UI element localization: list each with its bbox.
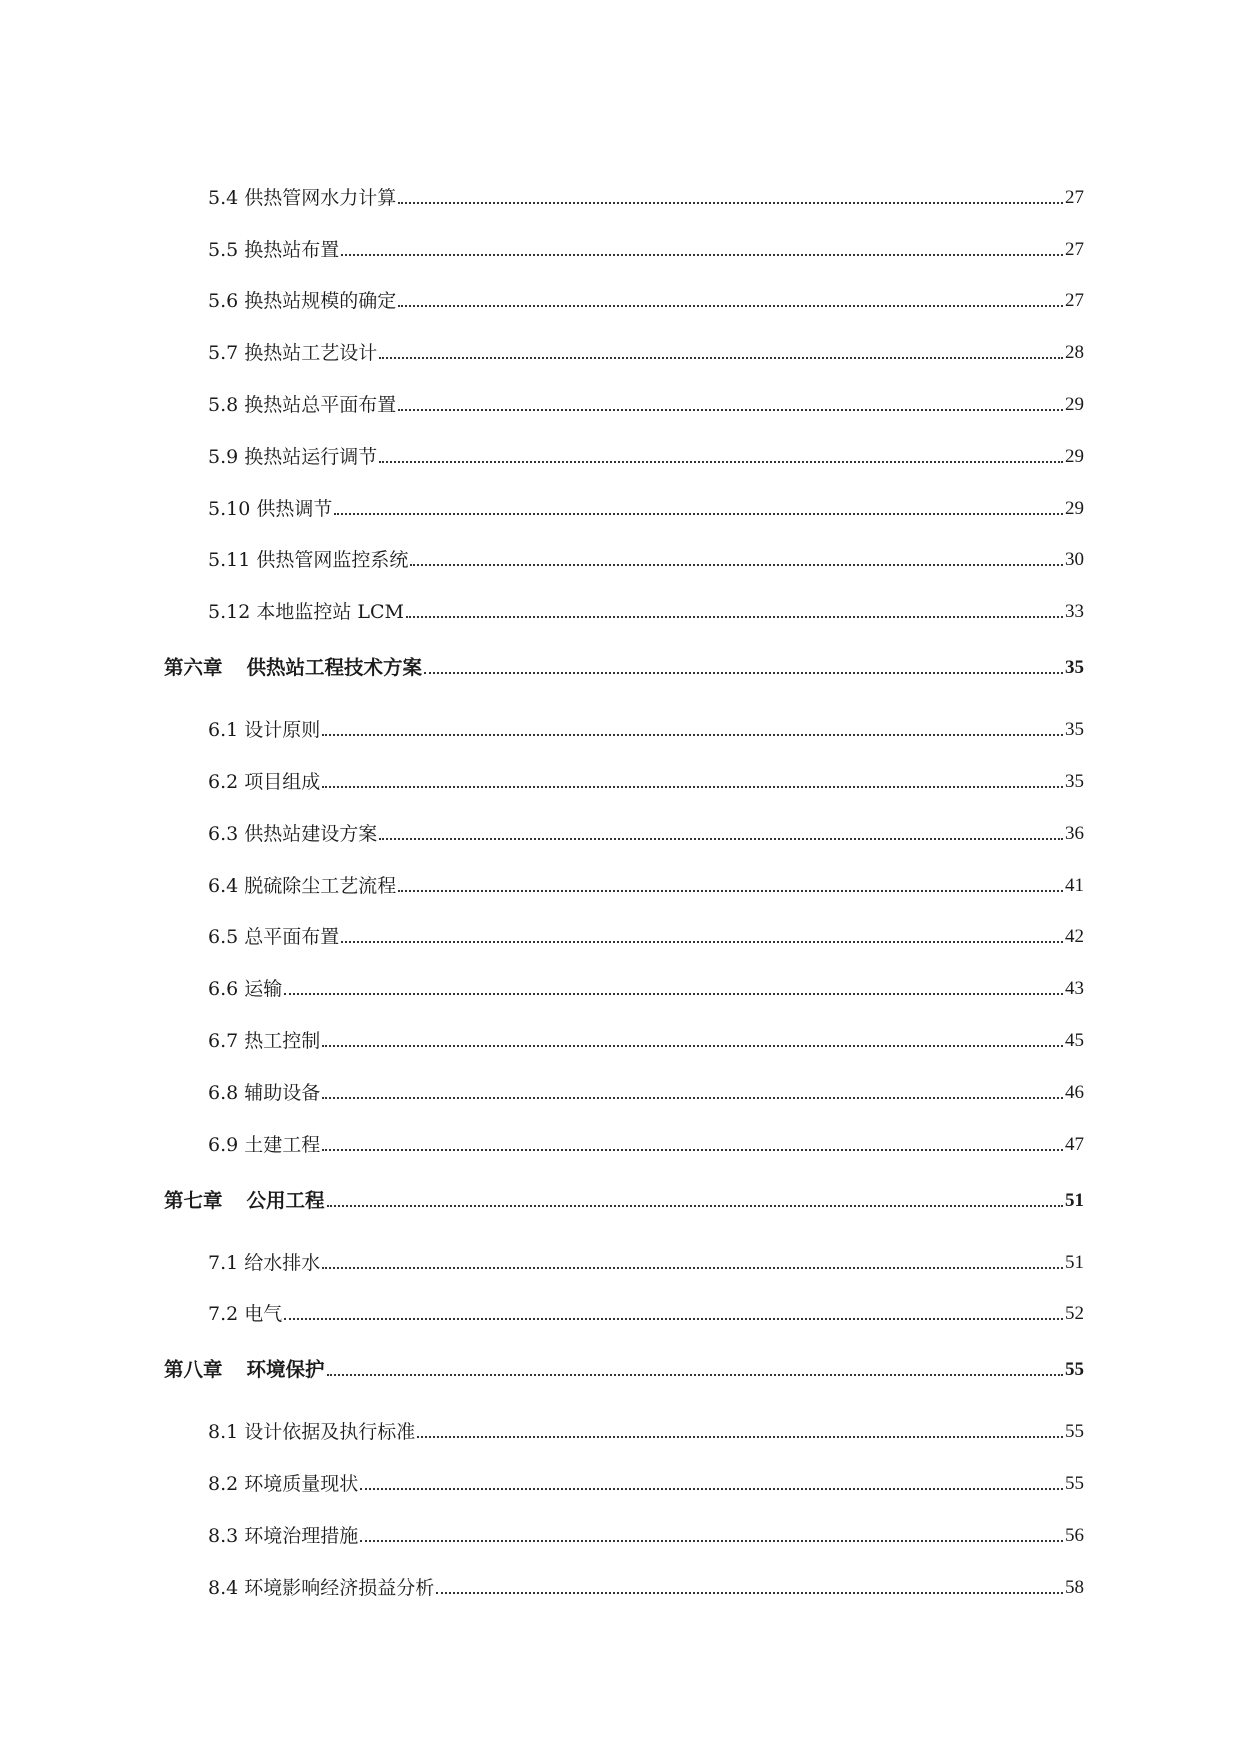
- toc-entry-page: 55: [1065, 1473, 1084, 1495]
- toc-entry-label: 5.11 供热管网监控系统: [208, 549, 409, 572]
- dot-leader: [322, 1097, 1063, 1099]
- toc-entry-7-1[interactable]: [186, 1213, 1084, 1275]
- dot-leader: [398, 409, 1063, 411]
- toc-entry-page: 27: [1065, 186, 1084, 208]
- toc-entry-page: 47: [1065, 1133, 1084, 1155]
- toc-entry-5-8[interactable]: [186, 365, 1084, 417]
- dot-leader: [341, 254, 1063, 256]
- toc-entry-6-9[interactable]: [186, 1105, 1084, 1157]
- toc-entry-8-3[interactable]: [186, 1496, 1084, 1548]
- dot-leader: [360, 1540, 1063, 1542]
- toc-entry-page: 35: [1065, 719, 1084, 741]
- toc-entry-page: 30: [1065, 549, 1084, 571]
- dot-leader: [284, 1318, 1063, 1320]
- toc-entry-5-4[interactable]: [186, 158, 1084, 210]
- toc-entry-label: 7.1 给水排水: [208, 1251, 321, 1274]
- toc-entry-label: 6.5 总平面布置: [208, 926, 340, 949]
- toc-entry-page: 29: [1065, 445, 1084, 467]
- toc-chapter-label: [164, 656, 422, 680]
- toc-entry-5-5[interactable]: [186, 210, 1084, 262]
- dot-leader: [398, 202, 1063, 204]
- toc-entry-page: 33: [1065, 601, 1084, 623]
- toc-chapter-page: 55: [1065, 1359, 1084, 1381]
- dot-leader: [436, 1592, 1063, 1594]
- toc-entry-label: 5.4 供热管网水力计算: [208, 186, 397, 209]
- toc-entry-page: 41: [1065, 874, 1084, 896]
- toc-entry-page: 52: [1065, 1303, 1084, 1325]
- toc-entry-label: 5.8 换热站总平面布置: [208, 393, 397, 416]
- toc-chapter-page: 51: [1065, 1189, 1084, 1211]
- toc-entry-7-2[interactable]: [186, 1275, 1084, 1327]
- toc-entry-label: 8.3 环境治理措施: [208, 1524, 359, 1547]
- toc-entry-label: 6.7 热工控制: [208, 1029, 321, 1052]
- toc-chapter-label: [164, 1189, 325, 1213]
- toc-entry-6-5[interactable]: [186, 898, 1084, 950]
- dot-leader: [379, 357, 1063, 359]
- dot-leader: [322, 734, 1063, 736]
- dot-leader: [417, 1436, 1063, 1438]
- toc-entry-page: 42: [1065, 926, 1084, 948]
- toc-entry-page: 45: [1065, 1029, 1084, 1051]
- dot-leader: [327, 1205, 1063, 1207]
- toc-chapter-7[interactable]: [164, 1157, 1084, 1213]
- toc-entry-label: 8.4 环境影响经济损益分析: [208, 1576, 435, 1599]
- toc-entry-label: 8.1 设计依据及执行标准: [208, 1421, 416, 1444]
- toc-entry-label: 5.7 换热站工艺设计: [208, 342, 378, 365]
- toc-entry-6-6[interactable]: [186, 949, 1084, 1001]
- toc-entry-6-2[interactable]: [186, 742, 1084, 794]
- dot-leader: [398, 305, 1063, 307]
- toc-entry-6-1[interactable]: [186, 680, 1084, 742]
- toc-entry-label: 6.8 辅助设备: [208, 1081, 321, 1104]
- toc-entry-5-11[interactable]: [186, 521, 1084, 573]
- toc-entry-6-7[interactable]: [186, 1001, 1084, 1053]
- toc-chapter-page: 35: [1065, 657, 1084, 679]
- toc-entry-label: 6.2 项目组成: [208, 770, 321, 793]
- dot-leader: [398, 890, 1063, 892]
- chapter-number: 第六章: [164, 656, 223, 680]
- chapter-title: 环境保护: [246, 1358, 325, 1382]
- toc-entry-6-4[interactable]: [186, 846, 1084, 898]
- toc-entry-page: 46: [1065, 1081, 1084, 1103]
- toc-entry-label: 5.12 本地监控站 LCM: [208, 601, 404, 624]
- toc-entry-5-7[interactable]: [186, 313, 1084, 365]
- chapter-number: 第八章: [164, 1358, 223, 1382]
- toc-entry-label: 5.5 换热站布置: [208, 238, 340, 261]
- toc-entry-5-10[interactable]: [186, 469, 1084, 521]
- toc-entry-page: 27: [1065, 238, 1084, 260]
- toc-entry-5-12[interactable]: [186, 572, 1084, 624]
- toc-entry-page: 55: [1065, 1421, 1084, 1443]
- toc-entry-5-6[interactable]: [186, 262, 1084, 314]
- toc-entry-label: 6.3 供热站建设方案: [208, 822, 378, 845]
- toc-entry-label: 8.2 环境质量现状: [208, 1473, 359, 1496]
- toc-entry-page: 29: [1065, 393, 1084, 415]
- toc-entry-label: 7.2 电气: [208, 1303, 283, 1326]
- toc-entry-page: 58: [1065, 1576, 1084, 1598]
- toc-entry-label: 6.9 土建工程: [208, 1133, 321, 1156]
- toc-entry-label: 6.4 脱硫除尘工艺流程: [208, 874, 397, 897]
- toc-entry-page: 27: [1065, 290, 1084, 312]
- dot-leader: [410, 564, 1063, 566]
- toc-entry-page: 51: [1065, 1251, 1084, 1273]
- toc-entry-label: 6.1 设计原则: [208, 719, 321, 742]
- toc-entry-page: 43: [1065, 978, 1084, 1000]
- chapter-title: 公用工程: [246, 1188, 325, 1212]
- toc-chapter-8[interactable]: [164, 1326, 1084, 1382]
- dot-leader: [379, 461, 1063, 463]
- dot-leader: [360, 1488, 1063, 1490]
- toc-entry-label: 6.6 运输: [208, 978, 283, 1001]
- toc-entry-label: 5.6 换热站规模的确定: [208, 290, 397, 313]
- toc-entry-8-1[interactable]: [186, 1382, 1084, 1444]
- toc-entry-page: 28: [1065, 342, 1084, 364]
- dot-leader: [406, 616, 1063, 618]
- dot-leader: [341, 941, 1063, 943]
- toc-chapter-6[interactable]: [164, 624, 1084, 680]
- toc-entry-page: 36: [1065, 822, 1084, 844]
- toc-entry-page: 56: [1065, 1524, 1084, 1546]
- dot-leader: [424, 672, 1063, 674]
- toc-entry-label: 5.9 换热站运行调节: [208, 445, 378, 468]
- chapter-number: 第七章: [164, 1188, 223, 1212]
- toc-entry-8-4[interactable]: [186, 1548, 1084, 1600]
- dot-leader: [322, 1149, 1063, 1151]
- dot-leader: [379, 838, 1063, 840]
- dot-leader: [334, 513, 1063, 515]
- toc-entry-page: 35: [1065, 770, 1084, 792]
- toc-entry-6-3[interactable]: [186, 794, 1084, 846]
- chapter-title: 供热站工程技术方案: [246, 656, 423, 680]
- dot-leader: [322, 786, 1063, 788]
- dot-leader: [322, 1267, 1063, 1269]
- toc-entry-label: 5.10 供热调节: [208, 497, 333, 520]
- table-of-contents: [164, 158, 1084, 1600]
- toc-entry-8-2[interactable]: [186, 1444, 1084, 1496]
- toc-entry-5-9[interactable]: [186, 417, 1084, 469]
- dot-leader: [322, 1045, 1063, 1047]
- toc-entry-6-8[interactable]: [186, 1053, 1084, 1105]
- dot-leader: [327, 1374, 1063, 1376]
- dot-leader: [284, 993, 1063, 995]
- toc-chapter-label: [164, 1358, 325, 1382]
- toc-entry-page: 29: [1065, 497, 1084, 519]
